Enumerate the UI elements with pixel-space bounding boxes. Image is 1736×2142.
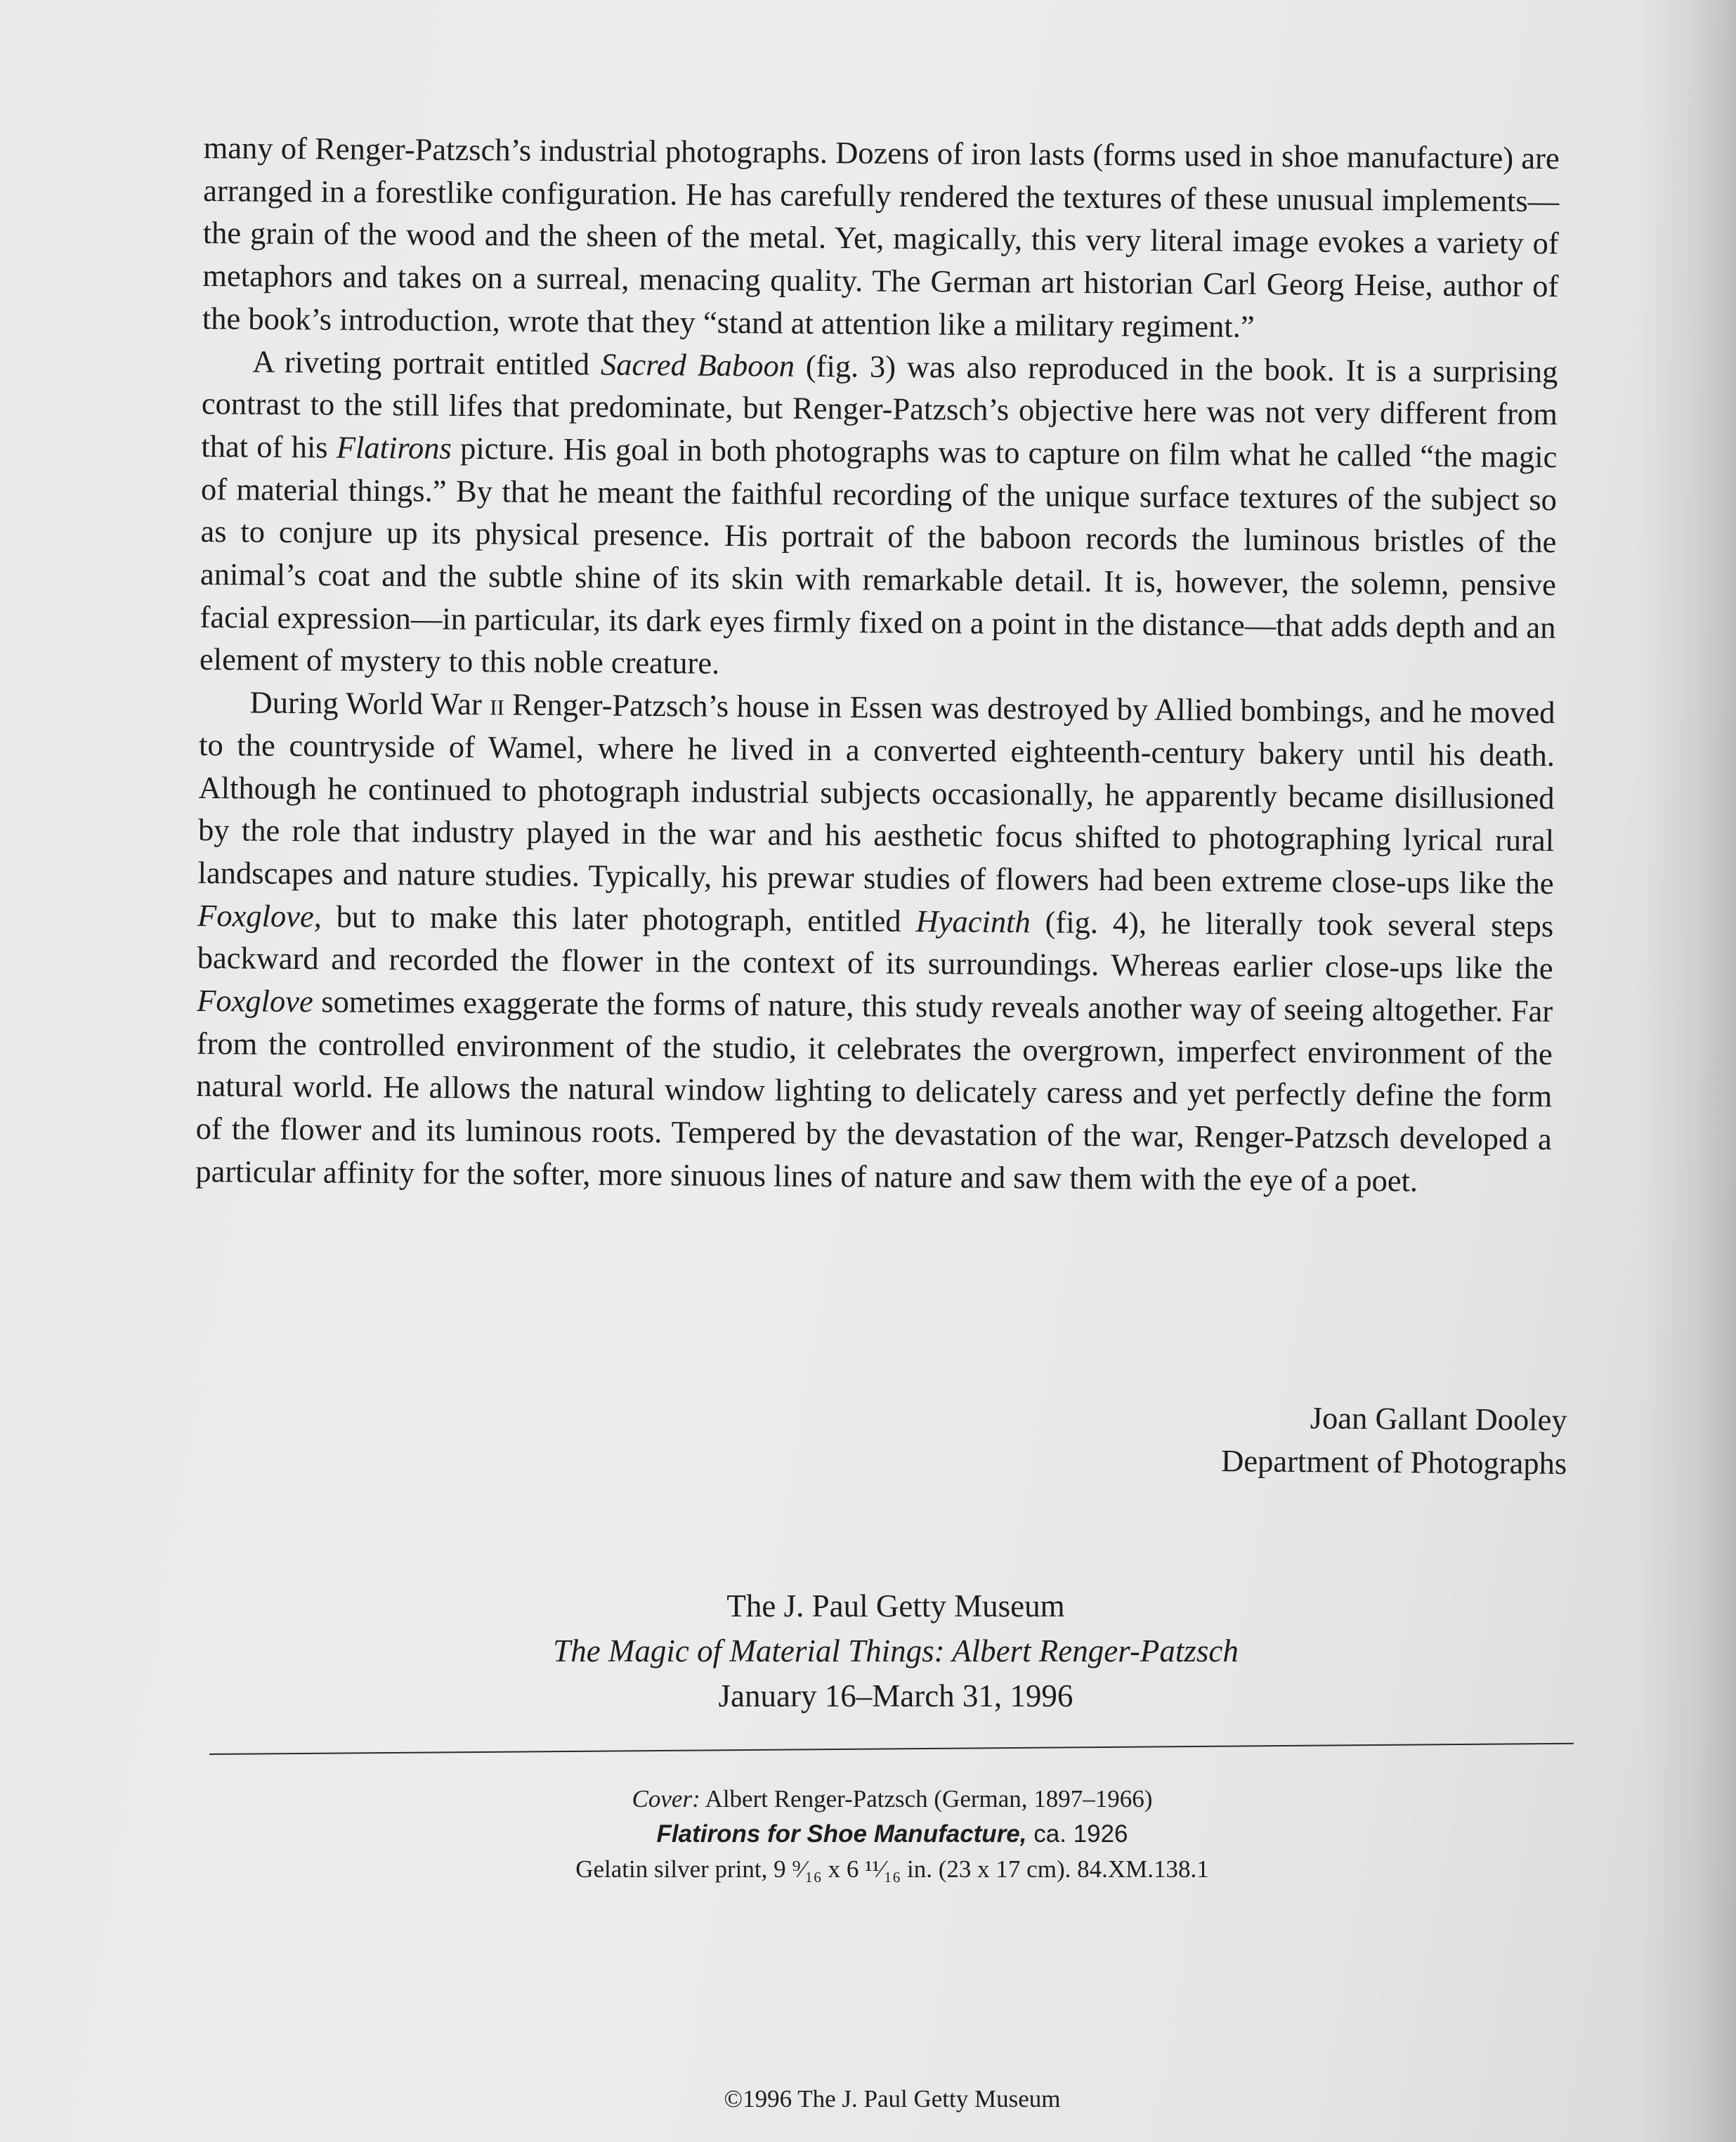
cover-work-title: Flatirons for Shoe Manufacture, <box>656 1820 1027 1848</box>
cover-artist: Albert Renger-Patzsch (German, 1897–1966) <box>700 1785 1153 1813</box>
paragraph-3 <box>195 681 1555 1203</box>
page-shadow <box>1638 0 1736 2142</box>
exhibition-dates: January 16–March 31, 1996 <box>718 1678 1073 1713</box>
cover-work-date: ca. 1926 <box>1026 1820 1128 1848</box>
cover-caption <box>365 1782 1419 1887</box>
paragraph-3-text-e: but to make this later photograph, entitled <box>321 899 916 939</box>
article-body <box>195 126 1560 1203</box>
title-flatirons: Flatirons <box>336 429 452 466</box>
roman-numeral-ii: ii <box>489 686 504 722</box>
paragraph-1-text: many of Renger-Patzsch’s industrial photographs. Dozens of iron lasts (forms used in shoe manufacture) are arranged in a forestlike configuration. He has carefully rendered the textures of these unusual implements—the grain of the wood and the sheen of the metal. Yet, magically, this very literal image evokes a variety of metaphors and takes on a surreal, menacing quality. The German art historian Carl Georg Heise, author of the book’s introduction, wrote that they “stand at attention like a military regiment.” <box>202 129 1560 344</box>
cover-label: Cover: <box>632 1785 700 1813</box>
paragraph-3-text-c: Renger-Patzsch’s house in Essen was destroyed by Allied bombings, and he moved to the countryside of Wamel, where he lived in a converted eighteenth-century bakery until his death. Although he continued to photograph industrial subjects occasionally, he apparently became disillusioned by the role that industry played in the war and his aesthetic focus shifted to photographing lyrical rural landscapes and nature studies. Typically, his prewar studies of flowers had been extreme close-ups like the <box>197 686 1555 901</box>
paragraph-3-text-i: sometimes exaggerate the forms of nature, this study reveals another way of seeing altogether. Far from the controlled environment of the studio, it celebrates the overgrown, imperfect environment of the natural world. He allows the natural window lighting to delicately caress and yet perfectly define the form of the flower and its luminous roots. Tempered by the devastation of the war, Renger-Patzsch developed a particular affinity for the softer, more sinuous lines of nature and saw them with the eye of a poet. <box>195 984 1553 1199</box>
paragraph-1 <box>202 126 1560 351</box>
paragraph-3-text-g: (fig. 4), he literally took several steps backward and recorded the flower in the context of its surroundings. Whereas earlier close-ups like the <box>197 903 1554 986</box>
divider-rule <box>209 1743 1574 1755</box>
author-signature <box>1221 1395 1567 1485</box>
copyright-notice: ©1996 The J. Paul Getty Museum <box>724 2085 1061 2112</box>
title-foxglove-1: Foxglove, <box>197 897 322 934</box>
author-department: Department of Photographs <box>1221 1443 1567 1481</box>
cover-caption-line-1 <box>365 1782 1419 1817</box>
cover-caption-line-2 <box>365 1817 1419 1852</box>
title-foxglove-2: Foxglove <box>197 983 313 1019</box>
paragraph-2 <box>200 340 1558 692</box>
paragraph-2-text-a: A riveting portrait entitled <box>252 344 601 381</box>
paragraph-3-text-a: During World War <box>249 684 490 722</box>
title-sacred-baboon: Sacred Baboon <box>600 346 795 384</box>
exhibition-title: The Magic of Material Things: Albert Renger-Patzsch <box>553 1633 1239 1668</box>
title-hyacinth: Hyacinth <box>915 903 1031 939</box>
museum-name: The J. Paul Getty Museum <box>726 1588 1065 1624</box>
paragraph-2-text-e: picture. His goal in both photographs was to capture on film what he called “the magic of material things.” By that he meant the faithful recording of the unique surface textures of the subject so as to conjure up its physical presence. His portrait of the baboon records the luminous bristles of the animal’s coat and the subtle shine of its skin with remarkable detail. It is, however, the solemn, pensive facial expression—in particular, its dark eyes firmly fixed on a point in the distance—that adds depth and an element of mystery to this noble creature. <box>199 430 1558 681</box>
paragraph-2-text-c: (fig. 3) was also reproduced in the book. It is a surprising contrast to the still lifes that predominate, but Renger-Patzsch’s objective here was not very different from that of his <box>201 348 1558 465</box>
cover-medium: Gelatin silver print, 9 ⁹⁄₁₆ x 6 ¹¹⁄₁₆ in. (23 x 17 cm). 84.XM.138.1 <box>575 1855 1209 1883</box>
exhibition-info <box>330 1583 1461 1718</box>
author-name: Joan Gallant Dooley <box>1310 1400 1567 1437</box>
